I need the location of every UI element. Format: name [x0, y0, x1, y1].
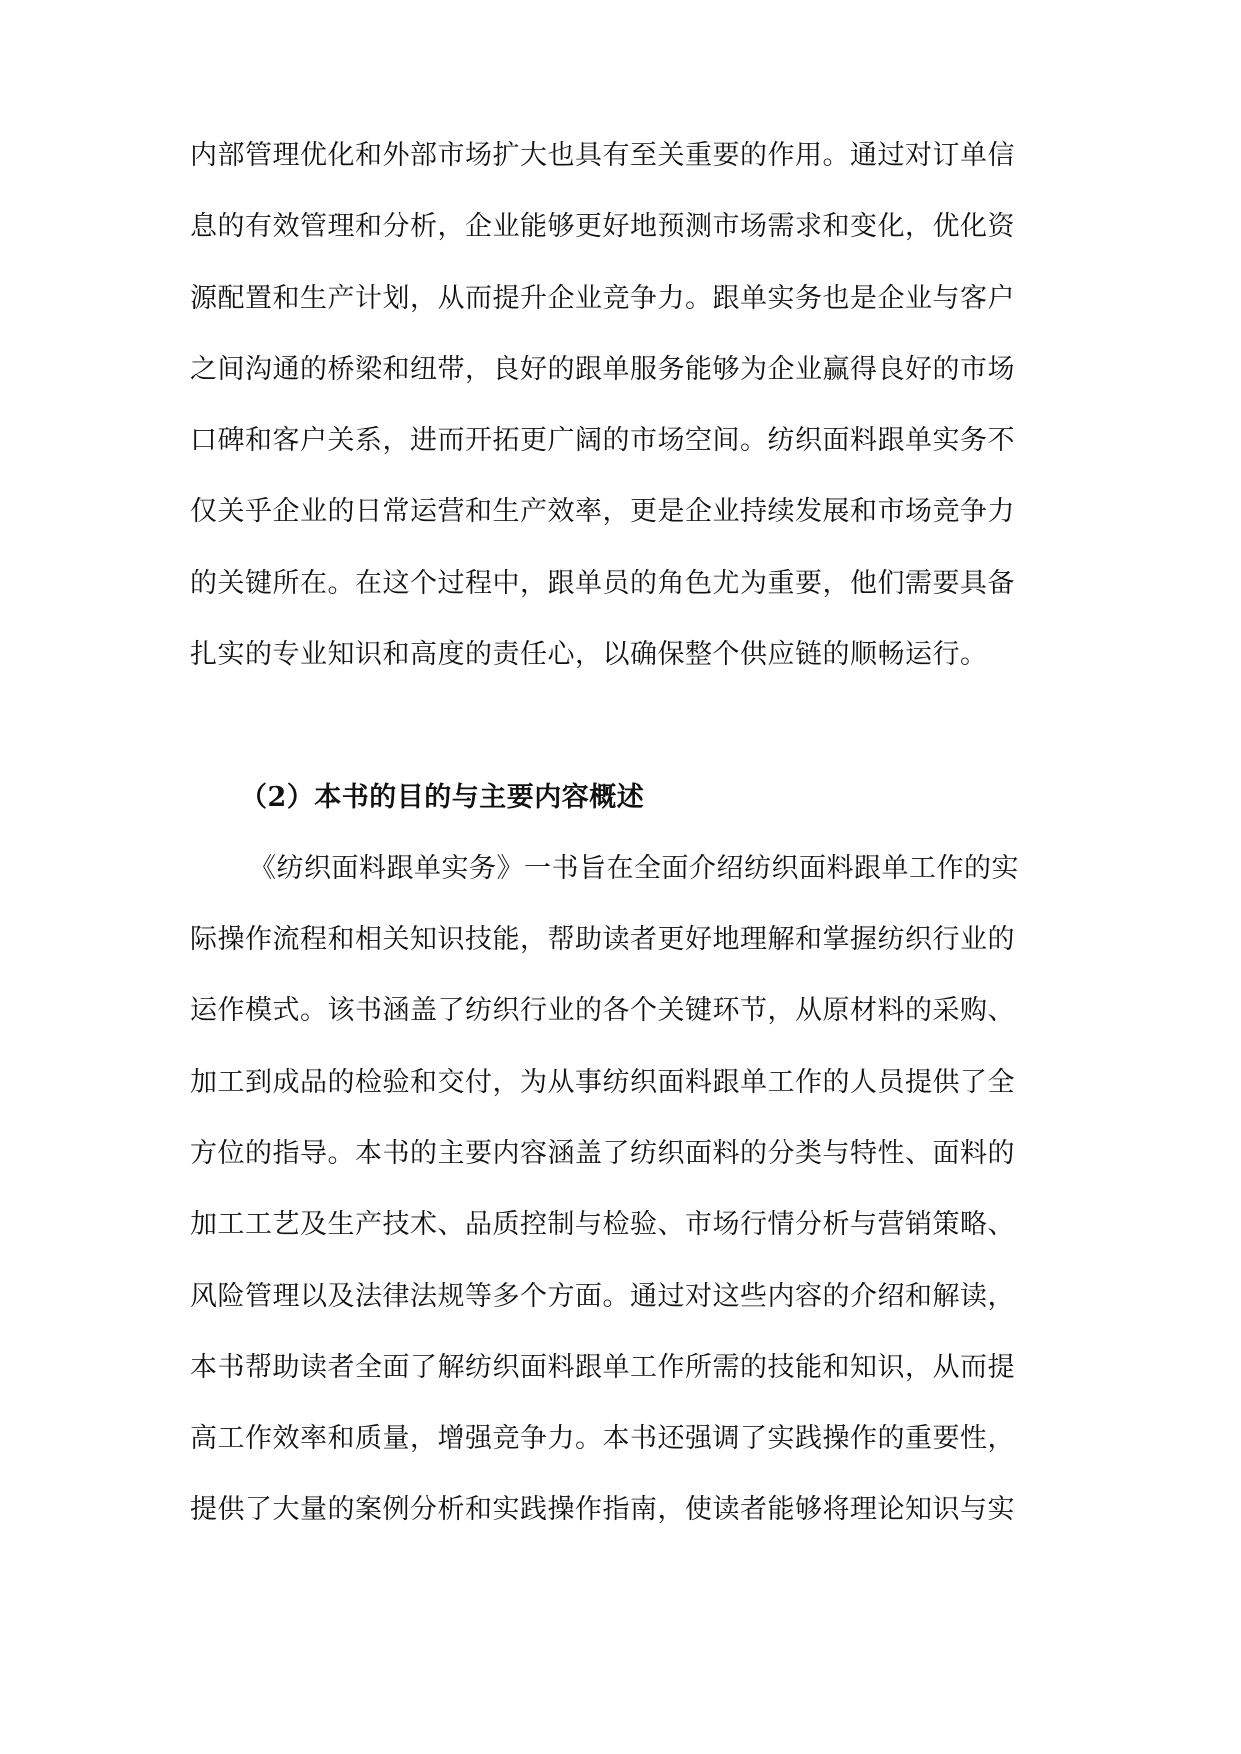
paragraph-2-line: 高工作效率和质量，增强竞争力。本书还强调了实践操作的重要性， — [190, 1423, 1015, 1454]
paragraph-2-line: 运作模式。该书涵盖了纺织行业的各个关键环节，从原材料的采购、 — [190, 995, 1015, 1026]
paragraph-1-line: 息的有效管理和分析，企业能够更好地预测市场需求和变化，优化资 — [190, 211, 1015, 242]
paragraph-2-line: 加工工艺及生产技术、品质控制与检验、市场行情分析与营销策略、 — [190, 1209, 1015, 1240]
section-heading: （2）本书的目的与主要内容概述 — [240, 782, 645, 813]
paragraph-2-line: 风险管理以及法律法规等多个方面。通过对这些内容的介绍和解读， — [190, 1281, 1015, 1312]
paragraph-2-line: 方位的指导。本书的主要内容涵盖了纺织面料的分类与特性、面料的 — [190, 1138, 1015, 1169]
paragraph-2-line: 提供了大量的案例分析和实践操作指南，使读者能够将理论知识与实 — [190, 1494, 1015, 1525]
paragraph-1-line: 内部管理优化和外部市场扩大也具有至关重要的作用。通过对订单信 — [190, 140, 1015, 171]
paragraph-2-line: 本书帮助读者全面了解纺织面料跟单工作所需的技能和知识，从而提 — [190, 1352, 1015, 1383]
paragraph-2-line: 际操作流程和相关知识技能，帮助读者更好地理解和掌握纺织行业的 — [190, 924, 1015, 955]
paragraph-2-line: 《纺织面料跟单实务》一书旨在全面介绍纺织面料跟单工作的实 — [249, 853, 1019, 884]
paragraph-1-line: 的关键所在。在这个过程中，跟单员的角色尤为重要，他们需要具备 — [190, 568, 1015, 599]
paragraph-1-line: 之间沟通的桥梁和纽带，良好的跟单服务能够为企业赢得良好的市场 — [190, 354, 1015, 385]
paragraph-1-line: 口碑和客户关系，进而开拓更广阔的市场空间。纺织面料跟单实务不 — [190, 425, 1015, 456]
paragraph-1-line: 仅关乎企业的日常运营和生产效率，更是企业持续发展和市场竞争力 — [190, 496, 1015, 527]
paragraph-1-line: 扎实的专业知识和高度的责任心，以确保整个供应链的顺畅运行。 — [190, 639, 988, 670]
paragraph-1-line: 源配置和生产计划，从而提升企业竞争力。跟单实务也是企业与客户 — [190, 283, 1015, 314]
paragraph-2-line: 加工到成品的检验和交付，为从事纺织面料跟单工作的人员提供了全 — [190, 1067, 1015, 1098]
